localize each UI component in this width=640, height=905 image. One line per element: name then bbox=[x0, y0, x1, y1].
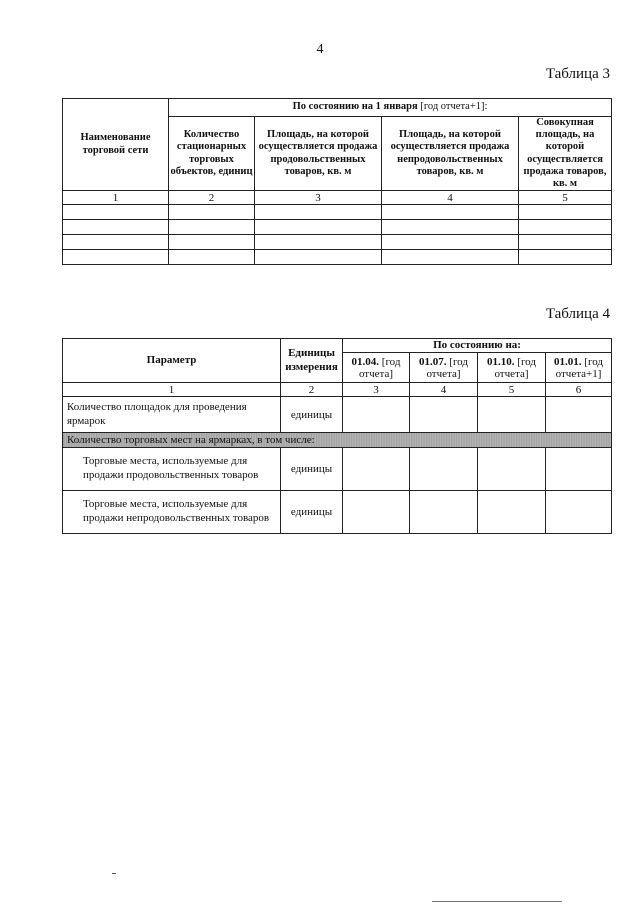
table3-num: 5 bbox=[519, 191, 612, 205]
table4-num: 4 bbox=[410, 383, 478, 397]
date-bold: 01.01. bbox=[554, 355, 582, 368]
table-cell[interactable] bbox=[382, 205, 519, 220]
table4-col-unit: Единицы измерения bbox=[281, 339, 343, 383]
table-cell[interactable] bbox=[382, 250, 519, 265]
table-cell[interactable] bbox=[410, 397, 478, 433]
table-cell[interactable] bbox=[382, 235, 519, 250]
table3-col-name: Наименование торговой сети bbox=[63, 99, 169, 191]
table-cell[interactable] bbox=[519, 250, 612, 265]
scan-mark bbox=[112, 873, 116, 874]
table3-col-food-area: Площадь, на которой осуществляется продажа продовольственных товаров, кв. м bbox=[255, 117, 382, 191]
table4-date-col bbox=[343, 353, 410, 383]
date-bold: 01.10. bbox=[487, 355, 515, 368]
table-cell[interactable] bbox=[343, 491, 410, 534]
date-bold: 01.07. bbox=[419, 355, 447, 368]
table4-number-row bbox=[63, 383, 612, 397]
table-cell[interactable] bbox=[410, 448, 478, 491]
table3-num: 4 bbox=[382, 191, 519, 205]
table-cell[interactable] bbox=[63, 220, 169, 235]
table4-date-col bbox=[410, 353, 478, 383]
table3-num: 2 bbox=[169, 191, 255, 205]
unit-cell: единицы bbox=[281, 397, 343, 433]
table3 bbox=[62, 98, 612, 265]
table3-empty-row bbox=[63, 220, 612, 235]
table-cell[interactable] bbox=[478, 397, 546, 433]
table-cell[interactable] bbox=[519, 205, 612, 220]
table4-num: 6 bbox=[546, 383, 612, 397]
table-cell[interactable] bbox=[546, 491, 612, 534]
table3-col-total-area: Совокупная площадь, на которой осуществляется продажа товаров, кв. м bbox=[519, 117, 612, 191]
table3-number-row bbox=[63, 191, 612, 205]
table-row bbox=[63, 491, 612, 534]
table3-col-objects: Количество стационарных торговых объектов, единиц bbox=[169, 117, 255, 191]
table4-num: 2 bbox=[281, 383, 343, 397]
table-cell[interactable] bbox=[169, 250, 255, 265]
date-rest: [год отчета] bbox=[426, 355, 468, 380]
unit-cell: единицы bbox=[281, 491, 343, 534]
table3-num: 1 bbox=[63, 191, 169, 205]
table-row-shaded bbox=[63, 433, 612, 448]
date-bold: 01.04. bbox=[351, 355, 380, 368]
table-cell[interactable] bbox=[382, 220, 519, 235]
table-cell[interactable] bbox=[63, 250, 169, 265]
table3-empty-row bbox=[63, 250, 612, 265]
table-cell[interactable] bbox=[169, 235, 255, 250]
param-food-places: Торговые места, используемые для продажи продовольственных товаров bbox=[63, 448, 281, 491]
table-cell[interactable] bbox=[519, 235, 612, 250]
table-cell[interactable] bbox=[343, 397, 410, 433]
table3-empty-row bbox=[63, 235, 612, 250]
table3-caption: Таблица 3 bbox=[545, 66, 610, 82]
table-cell[interactable] bbox=[169, 220, 255, 235]
table4-num: 1 bbox=[63, 383, 281, 397]
table4-col-param: Параметр bbox=[63, 339, 281, 383]
param-nonfood-places: Торговые места, используемые для продажи непродовольственных товаров bbox=[63, 491, 281, 534]
table-cell[interactable] bbox=[169, 205, 255, 220]
table-cell[interactable] bbox=[410, 491, 478, 534]
table-cell[interactable] bbox=[255, 250, 382, 265]
table-cell[interactable] bbox=[63, 235, 169, 250]
table-cell[interactable] bbox=[255, 220, 382, 235]
table3-empty-row bbox=[63, 205, 612, 220]
table3-group-header-normal: [год отчета+1]: bbox=[417, 101, 488, 113]
date-rest: [год отчета] bbox=[358, 355, 401, 380]
table3-num: 3 bbox=[255, 191, 382, 205]
table-cell[interactable] bbox=[546, 397, 612, 433]
table3-group-header-bold: По состоянию на 1 января bbox=[292, 101, 418, 113]
table4 bbox=[62, 338, 612, 534]
page-number: 4 bbox=[316, 42, 324, 57]
table3-col-nonfood-area: Площадь, на которой осуществляется продажа непродовольственных товаров, кв. м bbox=[382, 117, 519, 191]
table-cell[interactable] bbox=[255, 205, 382, 220]
param-fair-places-total: Количество торговых мест на ярмарках, в том числе: bbox=[63, 433, 612, 448]
table3-group-header bbox=[169, 99, 612, 117]
table4-num: 3 bbox=[343, 383, 410, 397]
table-cell[interactable] bbox=[255, 235, 382, 250]
date-rest: [год отчета+1] bbox=[555, 355, 603, 380]
table-row bbox=[63, 397, 612, 433]
table4-date-col bbox=[478, 353, 546, 383]
scan-edge-line bbox=[432, 901, 562, 902]
unit-cell: единицы bbox=[281, 448, 343, 491]
table-cell[interactable] bbox=[546, 448, 612, 491]
table4-caption: Таблица 4 bbox=[545, 306, 610, 322]
table-cell[interactable] bbox=[63, 205, 169, 220]
table4-num: 5 bbox=[478, 383, 546, 397]
table-cell[interactable] bbox=[519, 220, 612, 235]
table-row bbox=[63, 448, 612, 491]
table-cell[interactable] bbox=[478, 448, 546, 491]
param-fair-sites: Количество площадок для проведения ярмарок bbox=[63, 397, 281, 433]
date-rest: [год отчета] bbox=[494, 355, 536, 380]
table4-date-col bbox=[546, 353, 612, 383]
table-cell[interactable] bbox=[478, 491, 546, 534]
table4-group-header: По состоянию на: bbox=[343, 339, 612, 353]
table-cell[interactable] bbox=[343, 448, 410, 491]
